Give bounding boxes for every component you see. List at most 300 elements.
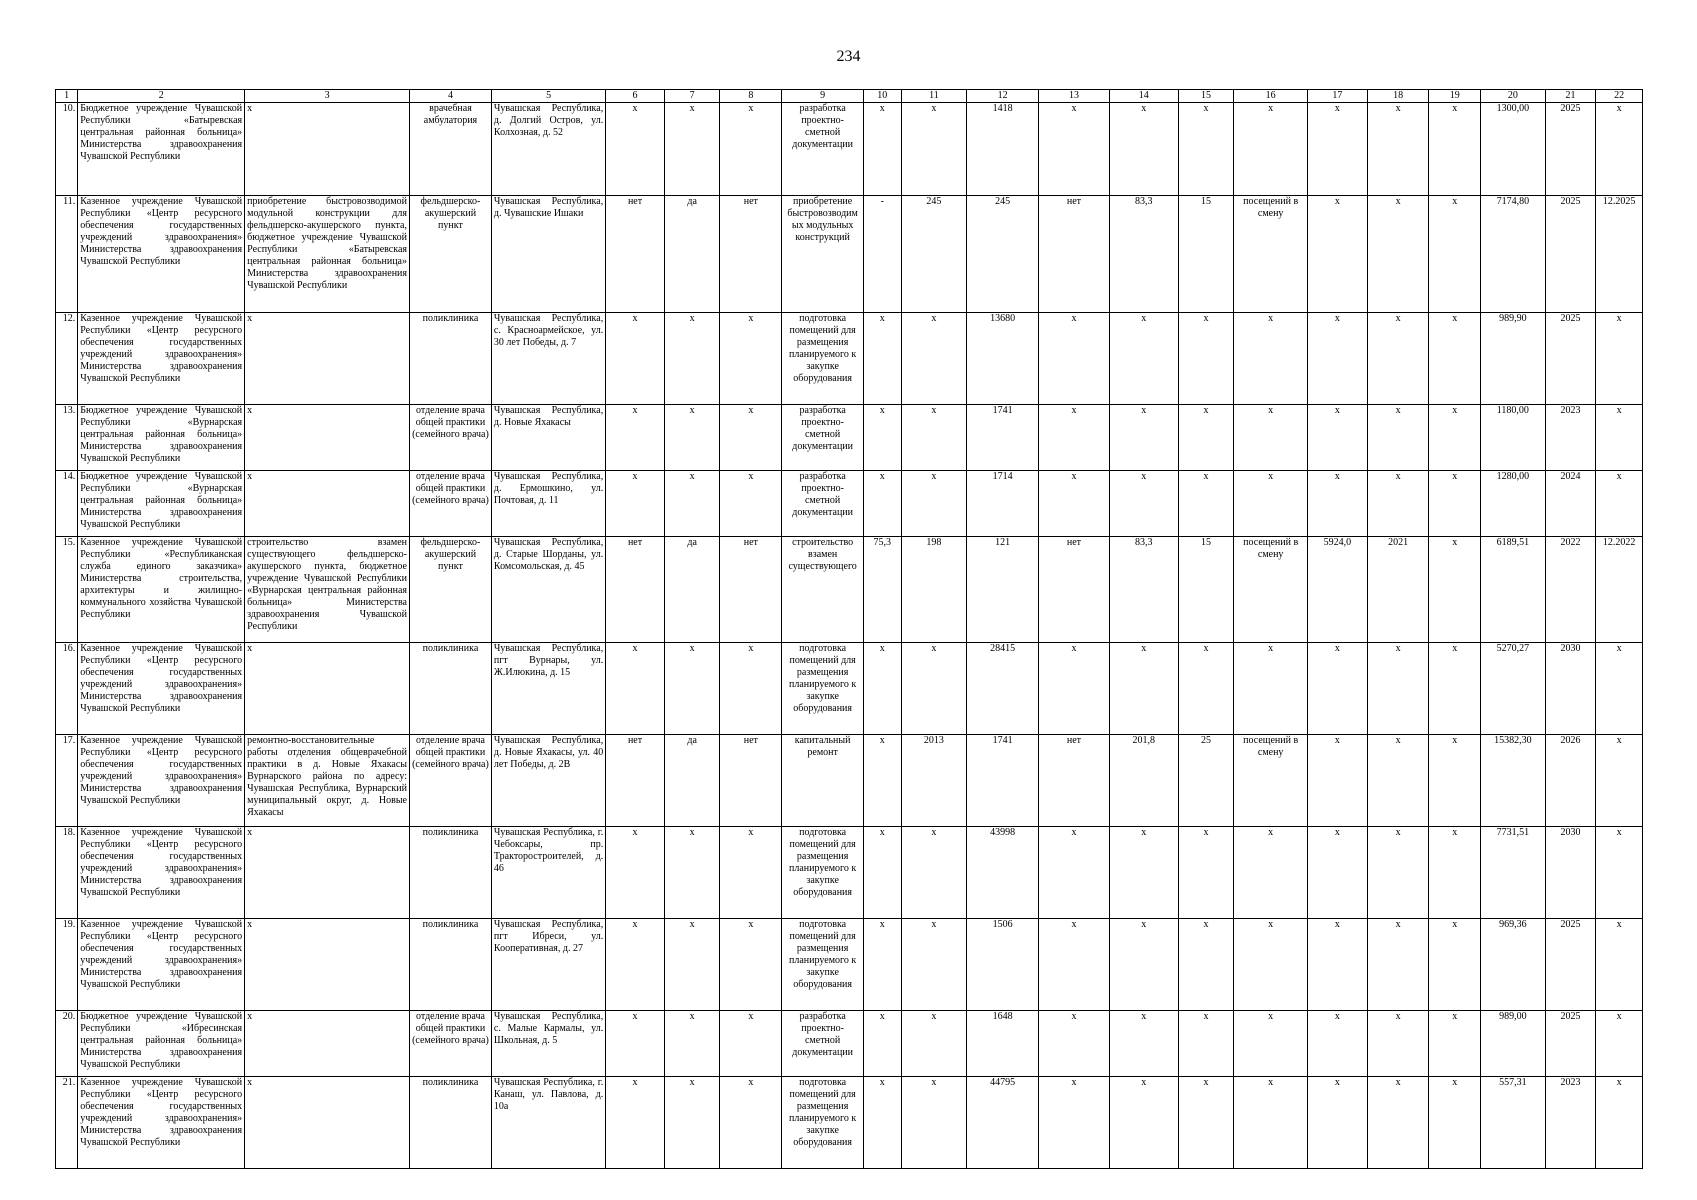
table-cell: 989,90 <box>1481 313 1546 405</box>
table-cell: х <box>1367 103 1429 196</box>
column-header: 16 <box>1234 90 1308 103</box>
table-cell: х <box>1039 405 1110 471</box>
column-header: 9 <box>782 90 864 103</box>
table-cell: х <box>1178 103 1234 196</box>
table-cell: посещений в смену <box>1234 196 1308 313</box>
table-cell: х <box>1109 1011 1178 1077</box>
table-cell: х <box>1367 643 1429 735</box>
table-row <box>56 103 1643 196</box>
table-cell: х <box>1234 103 1308 196</box>
table-cell: х <box>720 471 782 537</box>
table-cell: разработка проектно-сметной документации <box>782 103 864 196</box>
table-cell: х <box>720 405 782 471</box>
table-cell: 18. <box>56 827 78 919</box>
table-cell: да <box>664 735 720 827</box>
table-cell: х <box>1178 405 1234 471</box>
table-cell: х <box>664 643 720 735</box>
table-cell: х <box>606 1077 665 1169</box>
table-cell: 2030 <box>1545 827 1596 919</box>
table-cell: х <box>1109 405 1178 471</box>
column-header: 14 <box>1109 90 1178 103</box>
table-cell: х <box>1367 196 1429 313</box>
table-cell: х <box>1308 471 1368 537</box>
table-cell: 12.2025 <box>1596 196 1643 313</box>
table-cell: нет <box>606 537 665 643</box>
table-cell: х <box>606 827 665 919</box>
table-cell: 15. <box>56 537 78 643</box>
table-row <box>56 313 1643 405</box>
table-cell: х <box>1429 643 1481 735</box>
table-cell: Чувашская Республика, г. Канаш, ул. Павлова, д. 10а <box>491 1077 605 1169</box>
table-cell: х <box>1429 1011 1481 1077</box>
table-cell: врачебная амбулатория <box>410 103 492 196</box>
table-row <box>56 537 1643 643</box>
table-cell: х <box>1109 313 1178 405</box>
table-cell: 43998 <box>967 827 1039 919</box>
table-cell: подготовка помещений для размещения планируемого к закупке оборудования <box>782 827 864 919</box>
table-cell: х <box>1039 919 1110 1011</box>
table-cell: Казенное учреждение Чувашской Республики «Центр ресурсного обеспечения государственных учреждений здравоохранения» Министерства здравоохранения Чувашской Республики <box>78 313 245 405</box>
column-header: 22 <box>1596 90 1643 103</box>
table-cell: Бюджетное учреждение Чувашской Республики «Ибресинская центральная районная больница» Министерства здравоохранения Чувашской Республики <box>78 1011 245 1077</box>
table-cell: 2024 <box>1545 471 1596 537</box>
table-cell: х <box>1039 471 1110 537</box>
table-cell: х <box>864 1077 901 1169</box>
table-cell: 2026 <box>1545 735 1596 827</box>
table-cell: х <box>664 919 720 1011</box>
table-cell: х <box>720 919 782 1011</box>
table-cell: 2023 <box>1545 405 1596 471</box>
table-cell: х <box>1367 1077 1429 1169</box>
table-row <box>56 735 1643 827</box>
table-cell: 1418 <box>967 103 1039 196</box>
table-cell: 15382,30 <box>1481 735 1546 827</box>
column-header: 18 <box>1367 90 1429 103</box>
table-cell: х <box>606 1011 665 1077</box>
table-cell: х <box>720 643 782 735</box>
table-cell: 28415 <box>967 643 1039 735</box>
table-cell: поликлиника <box>410 643 492 735</box>
table-cell: х <box>1109 1077 1178 1169</box>
table-cell: 6189,51 <box>1481 537 1546 643</box>
table-cell: 2021 <box>1367 537 1429 643</box>
table-cell: х <box>1039 827 1110 919</box>
table-cell: Чувашская Республика, д. Старые Шорданы, ул. Комсомольская, д. 45 <box>491 537 605 643</box>
table-cell: 201,8 <box>1109 735 1178 827</box>
table-cell: 19. <box>56 919 78 1011</box>
table-cell: Казенное учреждение Чувашской Республики «Центр ресурсного обеспечения государственных учреждений здравоохранения» Министерства здравоохранения Чувашской Республики <box>78 643 245 735</box>
table-cell: 989,00 <box>1481 1011 1546 1077</box>
table-cell: ремонтно-восстановительные работы отделения общеврачебной практики в д. Новые Яхакасы Вурнарского района по адресу: Чувашская Республика, Вурнарский муниципальный округ, д. Новые Яхакасы <box>245 735 410 827</box>
table-cell: х <box>245 827 410 919</box>
table-cell: х <box>1367 405 1429 471</box>
table-cell: х <box>1308 643 1368 735</box>
table-cell: х <box>1178 919 1234 1011</box>
column-header: 6 <box>606 90 665 103</box>
table-cell: х <box>1178 471 1234 537</box>
table-cell: х <box>1596 1077 1643 1169</box>
table-cell: 245 <box>901 196 967 313</box>
table-cell: х <box>901 1077 967 1169</box>
column-header: 3 <box>245 90 410 103</box>
table-row <box>56 405 1643 471</box>
table-cell: х <box>1178 643 1234 735</box>
table-cell: х <box>1596 827 1643 919</box>
table-cell: Бюджетное учреждение Чувашской Республики «Батыревская центральная районная больница» Министерства здравоохранения Чувашской Республики <box>78 103 245 196</box>
column-header: 20 <box>1481 90 1546 103</box>
table-cell: 2013 <box>901 735 967 827</box>
table-cell: разработка проектно-сметной документации <box>782 471 864 537</box>
table-cell: нет <box>720 196 782 313</box>
table-cell: Чувашская Республика, д. Новые Яхакасы <box>491 405 605 471</box>
table-cell: да <box>664 537 720 643</box>
table-cell: отделение врача общей практики (семейного врача) <box>410 1011 492 1077</box>
table-cell: х <box>1429 103 1481 196</box>
table-cell: Чувашская Республика, д. Долгий Остров, ул. Колхозная, д. 52 <box>491 103 605 196</box>
table-cell: х <box>1367 313 1429 405</box>
table-cell: 2025 <box>1545 196 1596 313</box>
page-number: 234 <box>836 48 861 65</box>
table-cell: - <box>864 196 901 313</box>
table-cell: х <box>245 1011 410 1077</box>
table-cell: 7731,51 <box>1481 827 1546 919</box>
table-row <box>56 827 1643 919</box>
table-cell: 1300,00 <box>1481 103 1546 196</box>
table-cell: х <box>245 1077 410 1169</box>
column-header: 21 <box>1545 90 1596 103</box>
table-cell: Чувашская Республика, с. Малые Кармалы, ул. Школьная, д. 5 <box>491 1011 605 1077</box>
table-cell: 2023 <box>1545 1077 1596 1169</box>
column-header: 13 <box>1039 90 1110 103</box>
table-cell: х <box>1596 103 1643 196</box>
table-cell: 2025 <box>1545 313 1596 405</box>
table-cell: х <box>901 103 967 196</box>
table-cell: х <box>664 1077 720 1169</box>
table-cell: фельдшерско-акушерский пункт <box>410 537 492 643</box>
table-cell: 17. <box>56 735 78 827</box>
table-cell: 5270,27 <box>1481 643 1546 735</box>
table-cell: х <box>664 405 720 471</box>
table-cell: Чувашская Республика, д. Ермошкино, ул. Почтовая, д. 11 <box>491 471 605 537</box>
table-cell: х <box>864 827 901 919</box>
table-cell: Бюджетное учреждение Чувашской Республики «Вурнарская центральная районная больница» Министерства здравоохранения Чувашской Республики <box>78 471 245 537</box>
table-cell: 1280,00 <box>1481 471 1546 537</box>
table-cell: Казенное учреждение Чувашской Республики «Республиканская служба единого заказчика» Министерства строительства, архитектуры и жилищно-коммунального хозяйства Чувашской Республики <box>78 537 245 643</box>
table-cell: 121 <box>967 537 1039 643</box>
table-cell: 557,31 <box>1481 1077 1546 1169</box>
table-cell: подготовка помещений для размещения планируемого к закупке оборудования <box>782 643 864 735</box>
table-cell: х <box>864 313 901 405</box>
table-cell: нет <box>1039 735 1110 827</box>
table-cell: нет <box>1039 196 1110 313</box>
table-cell: подготовка помещений для размещения планируемого к закупке оборудования <box>782 313 864 405</box>
table-cell: х <box>1178 313 1234 405</box>
table-cell: х <box>1308 1011 1368 1077</box>
table-cell: 11. <box>56 196 78 313</box>
table-cell: х <box>1429 537 1481 643</box>
column-header: 4 <box>410 90 492 103</box>
table-cell: Чувашская Республика, г. Чебоксары, пр. Тракторостроителей, д. 46 <box>491 827 605 919</box>
table-cell: отделение врача общей практики (семейного врача) <box>410 471 492 537</box>
table-cell: х <box>1308 1077 1368 1169</box>
table-cell: х <box>720 103 782 196</box>
table-cell: 12.2022 <box>1596 537 1643 643</box>
table-cell: х <box>245 643 410 735</box>
table-cell: х <box>1039 103 1110 196</box>
table-cell: х <box>864 471 901 537</box>
table-cell: поликлиника <box>410 919 492 1011</box>
table-cell: х <box>1596 1011 1643 1077</box>
table-cell: 15 <box>1178 196 1234 313</box>
table-cell: 2022 <box>1545 537 1596 643</box>
table-cell: 2030 <box>1545 643 1596 735</box>
table-row <box>56 196 1643 313</box>
table-cell: х <box>1429 735 1481 827</box>
table-cell: х <box>864 735 901 827</box>
table-cell: х <box>1039 643 1110 735</box>
table-cell: нет <box>606 735 665 827</box>
table-cell: 13. <box>56 405 78 471</box>
table-cell: х <box>606 471 665 537</box>
column-header: 17 <box>1308 90 1368 103</box>
table-cell: х <box>245 313 410 405</box>
table-cell: х <box>901 827 967 919</box>
table-cell: х <box>1596 735 1643 827</box>
table-cell: х <box>1178 1077 1234 1169</box>
table-cell: 198 <box>901 537 967 643</box>
table-cell: 12. <box>56 313 78 405</box>
table-cell: х <box>1178 1011 1234 1077</box>
table-cell: 245 <box>967 196 1039 313</box>
table-cell: х <box>245 919 410 1011</box>
table-cell: х <box>1596 471 1643 537</box>
table-cell: нет <box>720 735 782 827</box>
table-cell: х <box>864 919 901 1011</box>
table-cell: строительство взамен существующего <box>782 537 864 643</box>
table-cell: 2025 <box>1545 1011 1596 1077</box>
table-cell: подготовка помещений для размещения планируемого к закупке оборудования <box>782 919 864 1011</box>
table-cell: Чувашская Республика, д. Чувашские Ишаки <box>491 196 605 313</box>
table-cell: капитальный ремонт <box>782 735 864 827</box>
table-cell: поликлиника <box>410 827 492 919</box>
table-cell: 16. <box>56 643 78 735</box>
table-cell: х <box>1308 405 1368 471</box>
table-row <box>56 1011 1643 1077</box>
table-cell: приобретение быстровозводимой модульной конструкции для фельдшерско-акушерского пункта, бюджетное учреждение Чувашской Республики «Батыревская центральная районная больница» Министерства здравоохранения Чувашской Республики <box>245 196 410 313</box>
table-cell: 1741 <box>967 735 1039 827</box>
table-cell: х <box>1596 405 1643 471</box>
table-cell: 15 <box>1178 537 1234 643</box>
table-cell: разработка проектно-сметной документации <box>782 1011 864 1077</box>
table-cell: нет <box>606 196 665 313</box>
column-header: 19 <box>1429 90 1481 103</box>
column-header: 7 <box>664 90 720 103</box>
table-cell: х <box>1109 919 1178 1011</box>
table-cell: Казенное учреждение Чувашской Республики «Центр ресурсного обеспечения государственных учреждений здравоохранения» Министерства здравоохранения Чувашской Республики <box>78 1077 245 1169</box>
table-cell: х <box>1109 471 1178 537</box>
table-cell: х <box>1367 919 1429 1011</box>
table-cell: х <box>901 919 967 1011</box>
table-cell: х <box>1234 1011 1308 1077</box>
table-cell: поликлиника <box>410 1077 492 1169</box>
table-cell: х <box>1039 1011 1110 1077</box>
table-cell: х <box>1109 827 1178 919</box>
column-header: 8 <box>720 90 782 103</box>
table-cell: поликлиника <box>410 313 492 405</box>
table-cell: строительство взамен существующего фельдшерско-акушерского пункта, бюджетное учреждение Чувашской Республики «Вурнарская центральная районная больница» Министерства здравоохранения Чувашской Республики <box>245 537 410 643</box>
table-cell: 20. <box>56 1011 78 1077</box>
table-row <box>56 643 1643 735</box>
table-cell: 14. <box>56 471 78 537</box>
table-cell: 83,3 <box>1109 537 1178 643</box>
table-cell: Казенное учреждение Чувашской Республики «Центр ресурсного обеспечения государственных учреждений здравоохранения» Министерства здравоохранения Чувашской Республики <box>78 827 245 919</box>
header-row <box>56 90 1643 103</box>
table-cell: х <box>1234 471 1308 537</box>
table-cell: Чувашская Республика, с. Красноармейское, ул. 30 лет Победы, д. 7 <box>491 313 605 405</box>
table-cell: 25 <box>1178 735 1234 827</box>
table-cell: х <box>606 643 665 735</box>
table-cell: х <box>864 1011 901 1077</box>
table-cell: 969,36 <box>1481 919 1546 1011</box>
table-cell: 1180,00 <box>1481 405 1546 471</box>
table-cell: х <box>901 471 967 537</box>
table-cell: да <box>664 196 720 313</box>
table-cell: х <box>1308 735 1368 827</box>
table-cell: х <box>245 405 410 471</box>
table-cell: х <box>1109 643 1178 735</box>
table-cell: х <box>1308 827 1368 919</box>
table-cell: х <box>1429 1077 1481 1169</box>
table-cell: х <box>1367 827 1429 919</box>
table-cell: х <box>1596 643 1643 735</box>
table-cell: 21. <box>56 1077 78 1169</box>
column-header: 15 <box>1178 90 1234 103</box>
table-cell: х <box>1367 471 1429 537</box>
table-cell: х <box>1308 196 1368 313</box>
table-cell: 10. <box>56 103 78 196</box>
table-cell: 1714 <box>967 471 1039 537</box>
column-header: 1 <box>56 90 78 103</box>
table-cell: х <box>864 405 901 471</box>
table-cell: приобретение быстровозводимых модульных конструкций <box>782 196 864 313</box>
table-cell: х <box>664 1011 720 1077</box>
table-cell: 7174,80 <box>1481 196 1546 313</box>
table-cell: х <box>1109 103 1178 196</box>
table-cell: х <box>606 919 665 1011</box>
table-cell: отделение врача общей практики (семейного врача) <box>410 405 492 471</box>
table-cell: х <box>720 1011 782 1077</box>
table-row <box>56 919 1643 1011</box>
table-cell: Чувашская Республика, д. Новые Яхакасы, ул. 40 лет Победы, д. 2В <box>491 735 605 827</box>
table-cell: х <box>1308 313 1368 405</box>
table-cell: 13680 <box>967 313 1039 405</box>
table-cell: х <box>901 313 967 405</box>
table-cell: 1648 <box>967 1011 1039 1077</box>
table-cell: х <box>901 643 967 735</box>
table-cell: х <box>864 103 901 196</box>
table-cell: 2025 <box>1545 919 1596 1011</box>
table-cell: х <box>664 313 720 405</box>
table-cell: х <box>245 103 410 196</box>
table-cell: х <box>1429 471 1481 537</box>
table-cell: х <box>720 1077 782 1169</box>
table-cell: х <box>720 313 782 405</box>
table-cell: х <box>1308 103 1368 196</box>
table-cell: х <box>1234 313 1308 405</box>
table-cell: 5924,0 <box>1308 537 1368 643</box>
table-cell: х <box>901 1011 967 1077</box>
table-cell: Казенное учреждение Чувашской Республики «Центр ресурсного обеспечения государственных учреждений здравоохранения» Министерства здравоохранения Чувашской Республики <box>78 735 245 827</box>
table-cell: х <box>664 827 720 919</box>
column-header: 10 <box>864 90 901 103</box>
table-cell: Казенное учреждение Чувашской Республики «Центр ресурсного обеспечения государственных учреждений здравоохранения» Министерства здравоохранения Чувашской Республики <box>78 919 245 1011</box>
table-cell: х <box>1429 196 1481 313</box>
table-cell: х <box>1596 919 1643 1011</box>
table-cell: х <box>664 103 720 196</box>
table-cell: х <box>1429 313 1481 405</box>
table-cell: х <box>864 643 901 735</box>
table-cell: посещений в смену <box>1234 735 1308 827</box>
table-cell: подготовка помещений для размещения планируемого к закупке оборудования <box>782 1077 864 1169</box>
table-cell: нет <box>1039 537 1110 643</box>
table-cell: х <box>606 405 665 471</box>
table-cell: х <box>1178 827 1234 919</box>
table-cell: Чувашская Республика, пгт Вурнары, ул. Ж.Илюкина, д. 15 <box>491 643 605 735</box>
table-cell: х <box>1234 919 1308 1011</box>
table-cell: х <box>1234 405 1308 471</box>
table-cell: х <box>1308 919 1368 1011</box>
table-cell: х <box>1429 405 1481 471</box>
table-cell: х <box>1234 643 1308 735</box>
table-cell: х <box>1234 827 1308 919</box>
table-cell: х <box>1234 1077 1308 1169</box>
table-cell: х <box>664 471 720 537</box>
register-table <box>55 89 1643 1169</box>
table-cell: х <box>1039 313 1110 405</box>
table-cell: нет <box>720 537 782 643</box>
table-cell: 75,3 <box>864 537 901 643</box>
table-cell: 1506 <box>967 919 1039 1011</box>
table-row <box>56 471 1643 537</box>
table-cell: Чувашская Республика, пгт Ибреси, ул. Кооперативная, д. 27 <box>491 919 605 1011</box>
table-cell: посещений в смену <box>1234 537 1308 643</box>
table-cell: фельдшерско-акушерский пункт <box>410 196 492 313</box>
table-cell: х <box>1039 1077 1110 1169</box>
table-cell: разработка проектно-сметной документации <box>782 405 864 471</box>
column-header: 11 <box>901 90 967 103</box>
column-header: 2 <box>78 90 245 103</box>
table-cell: 83,3 <box>1109 196 1178 313</box>
table-cell: х <box>1596 313 1643 405</box>
table-cell: х <box>901 405 967 471</box>
table-cell: Казенное учреждение Чувашской Республики «Центр ресурсного обеспечения государственных учреждений здравоохранения» Министерства здравоохранения Чувашской Республики <box>78 196 245 313</box>
table-cell: х <box>606 103 665 196</box>
table-cell: х <box>1367 1011 1429 1077</box>
column-header: 5 <box>491 90 605 103</box>
table-cell: 1741 <box>967 405 1039 471</box>
table-cell: х <box>1367 735 1429 827</box>
table-cell: 2025 <box>1545 103 1596 196</box>
table-cell: х <box>1429 919 1481 1011</box>
table-cell: х <box>606 313 665 405</box>
table-row <box>56 1077 1643 1169</box>
column-header: 12 <box>967 90 1039 103</box>
table-cell: Бюджетное учреждение Чувашской Республики «Вурнарская центральная районная больница» Министерства здравоохранения Чувашской Республики <box>78 405 245 471</box>
table-cell: отделение врача общей практики (семейного врача) <box>410 735 492 827</box>
table-cell: х <box>245 471 410 537</box>
table-cell: 44795 <box>967 1077 1039 1169</box>
table-cell: х <box>720 827 782 919</box>
